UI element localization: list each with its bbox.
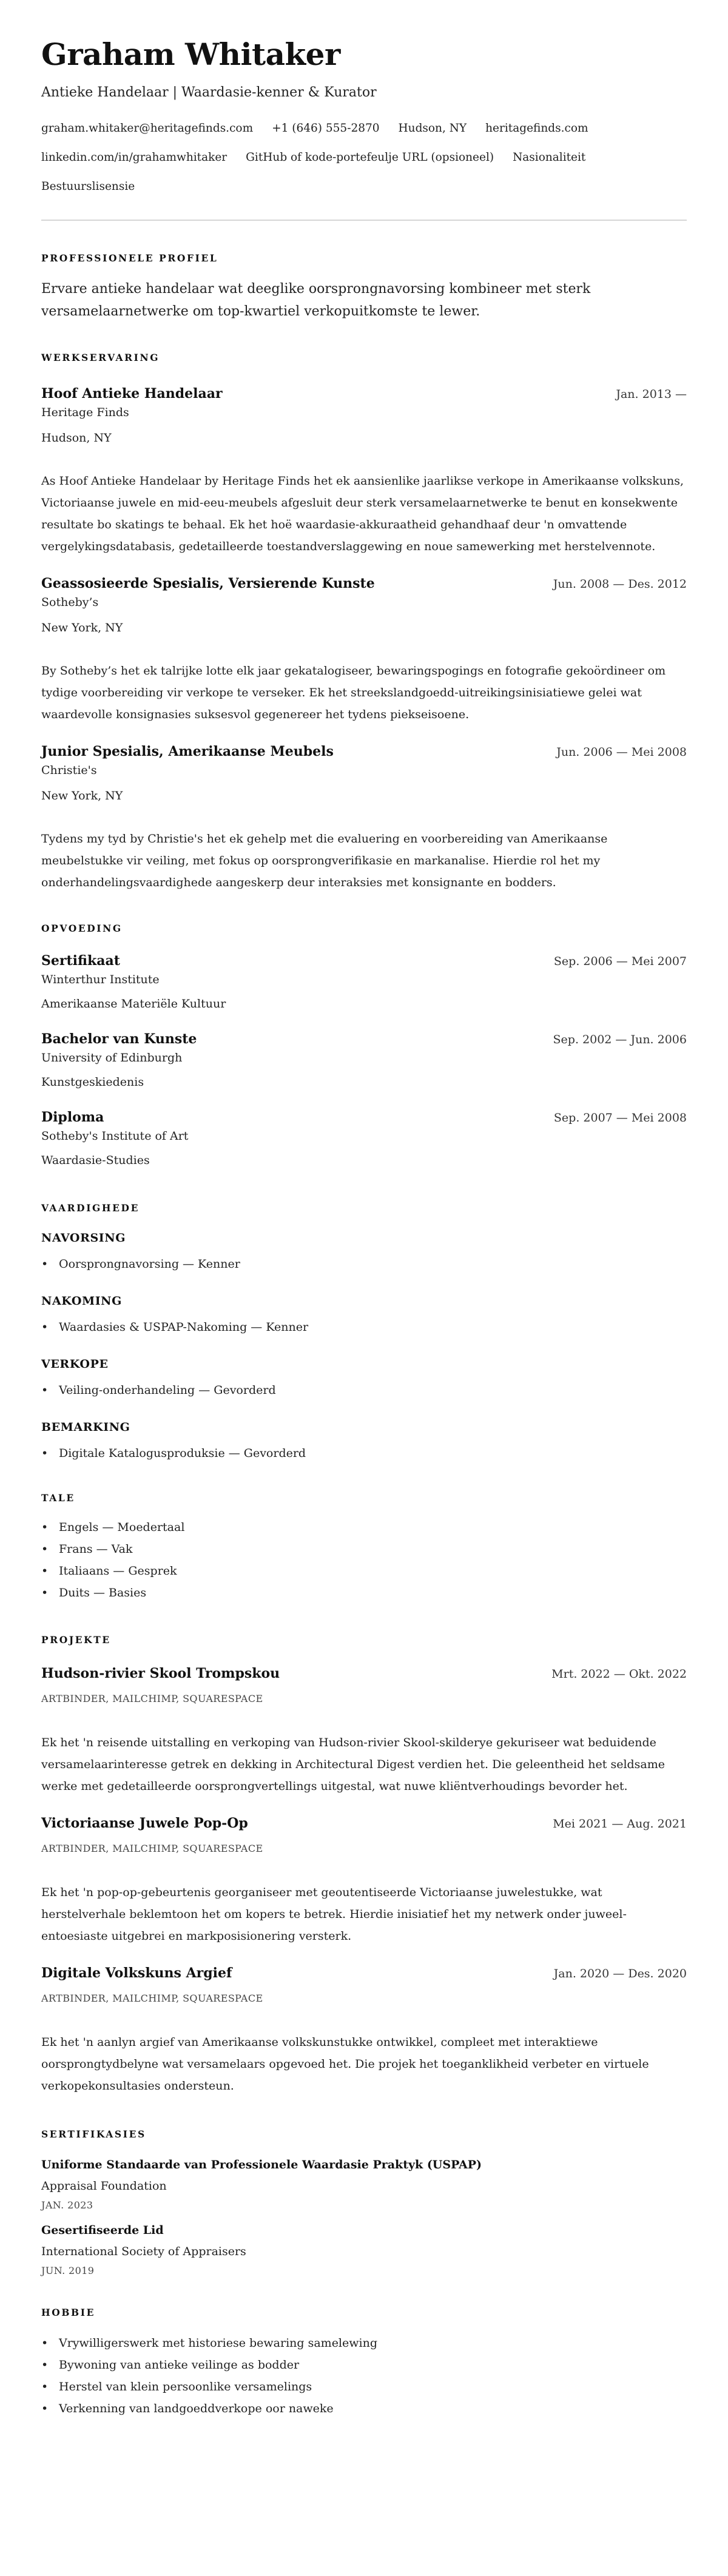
- experience-item: [41, 742, 687, 893]
- field-of-study: Amerikaanse Materiële Kultuur: [41, 997, 226, 1011]
- education-dates: Sep. 2002 — Jun. 2006: [553, 1033, 687, 1046]
- skill-item: • Digitale Katalogusproduksie — Gevorderd: [41, 1442, 687, 1464]
- skill-list: [41, 1442, 687, 1464]
- profile-summary: Ervare antieke handelaar wat deeglike oorsprongnavorsing kombineer met sterk versamelaarnetwerke om top-kwartiel verkopuitkomste te lewer.: [41, 281, 591, 319]
- languages-section: [41, 1492, 687, 1604]
- contact-location: Hudson, NY: [398, 122, 467, 135]
- project-dates: Mei 2021 — Aug. 2021: [553, 1817, 687, 1831]
- skill-list: [41, 1379, 687, 1401]
- school-name: University of Edinburgh: [41, 1051, 183, 1064]
- certification-list: [41, 2156, 687, 2278]
- candidate-name: Graham Whitaker: [41, 36, 340, 72]
- contact-phone[interactable]: +1 (646) 555-2870: [272, 122, 380, 135]
- skill-category: NAKOMING: [41, 1294, 122, 1308]
- certification-name: Uniforme Standaarde van Professionele Waardasie Praktyk (USPAP): [41, 2158, 482, 2171]
- hobby-item: • Vrywilligerswerk met historiese bewaring samelewing: [41, 2332, 687, 2354]
- job-company: Christie's: [41, 764, 97, 777]
- certification-date: JUN. 2019: [41, 2265, 95, 2276]
- project-list: [41, 1664, 687, 2097]
- hobby-item: • Bywoning van antieke veilinge as bodder: [41, 2354, 687, 2376]
- certifications-section: [41, 2128, 687, 2278]
- project-dates: Jan. 2020 — Des. 2020: [553, 1967, 687, 1980]
- education-dates: Sep. 2007 — Mei 2008: [553, 1111, 687, 1125]
- degree-title: Sertifikaat: [41, 953, 120, 969]
- job-company: Sotheby’s: [41, 596, 99, 609]
- experience-list: [41, 385, 687, 893]
- job-company: Heritage Finds: [41, 406, 129, 419]
- project-name: Victoriaanse Juwele Pop-Op: [41, 1815, 248, 1831]
- language-item: • Italiaans — Gesprek: [41, 1560, 687, 1582]
- language-item: • Frans — Vak: [41, 1538, 687, 1560]
- contact-list: [41, 114, 687, 201]
- project-item: [41, 1664, 687, 1797]
- contact-github[interactable]: GitHub of kode-portefeulje URL (opsioneel): [246, 151, 494, 164]
- project-description: Ek het 'n pop-op-gebeurtenis georganiseer met geoutentiseerde Victoriaanse juwelestukke, wat herstelverhale beklemtoon het om kopers te betrek. Hierdie inisiatief het my netwerk onder juweel-entoesiaste uitgebrei en markposisionering versterk.: [41, 1886, 627, 1943]
- project-tech-stack: ARTBINDER, MAILCHIMP, SQUARESPACE: [41, 1843, 263, 1854]
- language-list: [41, 1516, 687, 1604]
- contact-linkedin[interactable]: linkedin.com/in/grahamwhitaker: [41, 151, 228, 164]
- certification-item: [41, 2156, 687, 2212]
- skill-group: [41, 1356, 687, 1401]
- section-title-certifications: SERTIFIKASIES: [41, 2128, 146, 2140]
- experience-item: [41, 385, 687, 557]
- job-description: By Sotheby’s het ek talrijke lotte elk jaar gekatalogiseer, bewaringspogings en fotografie gekoördineer om tydige voorbereiding vir verkope te verseker. Ek het streekslandgoedd-uitreikingsinisiatiewe gelei wat waardevolle konsignasies suksesvol gegenereer het tydens piekseisoene.: [41, 664, 666, 721]
- job-title: Geassosieerde Spesialis, Versierende Kunste: [41, 576, 375, 591]
- project-description: Ek het 'n reisende uitstalling en verkoping van Hudson-rivier Skool-skilderye gekuriseer wat beduidende versamelaarinteresse getrek en dekking in Architectural Digest verdien het. Die geleentheid het seldsame werke met gedetailleerde oorsprongvertellings uitgestal, wat nuwe kliëntverhoudings bevorder het.: [41, 1736, 666, 1793]
- education-item: [41, 1030, 687, 1090]
- experience-item: [41, 574, 687, 725]
- language-item: • Duits — Basies: [41, 1582, 687, 1604]
- degree-title: Diploma: [41, 1109, 104, 1125]
- school-name: Sotheby's Institute of Art: [41, 1129, 189, 1143]
- job-dates: Jun. 2008 — Des. 2012: [553, 577, 687, 591]
- project-item: [41, 1814, 687, 1947]
- skill-list: [41, 1253, 687, 1275]
- skill-item: • Waardasies & USPAP-Nakoming — Kenner: [41, 1316, 687, 1338]
- project-dates: Mrt. 2022 — Okt. 2022: [551, 1667, 687, 1681]
- project-tech-stack: ARTBINDER, MAILCHIMP, SQUARESPACE: [41, 1693, 263, 1704]
- hobbies-section: [41, 2307, 687, 2420]
- project-name: Digitale Volkskuns Argief: [41, 1965, 232, 1981]
- contact-nationality: Nasionaliteit: [513, 151, 586, 164]
- education-item: [41, 1108, 687, 1168]
- project-tech-stack: ARTBINDER, MAILCHIMP, SQUARESPACE: [41, 1993, 263, 2004]
- field-of-study: Waardasie-Studies: [41, 1154, 150, 1167]
- section-title-skills: VAARDIGHEDE: [41, 1202, 140, 1214]
- job-description: Tydens my tyd by Christie's het ek gehelp met die evaluering en voorbereiding van Amerikaanse meubelstukke vir veiling, met fokus op oorsprongverifikasie en markanalise. Hierdie rol het my onderhandelingsvaardighede aangeskerp deur interaksies met konsignante en bodders.: [41, 832, 608, 889]
- skill-item: • Oorsprongnavorsing — Kenner: [41, 1253, 687, 1275]
- candidate-headline: Antieke Handelaar | Waardasie-kenner & Kurator: [41, 85, 377, 100]
- section-title-experience: WERKSERVARING: [41, 352, 160, 363]
- job-title: Hoof Antieke Handelaar: [41, 386, 223, 402]
- section-title-projects: PROJEKTE: [41, 1634, 111, 1646]
- job-description: As Hoof Antieke Handelaar by Heritage Finds het ek aansienlike jaarlikse verkope in Amerikaanse volkskuns, Victoriaanse juwele en mid-eeu-meubels afgesluit deur sterk versamelaarnetwerke te benut en konsekwente resultate bo skatings te behaal. Ek het hoë waardasie-akkuraatheid gehandhaaf deur 'n omvattende vergelykingsdatabasis, gedetailleerde toestandverslaggewing en noue samewerking met herstelvennote.: [41, 474, 684, 553]
- certification-issuer: International Society of Appraisers: [41, 2245, 246, 2258]
- project-name: Hudson-rivier Skool Trompskou: [41, 1666, 280, 1681]
- language-item: • Engels — Moedertaal: [41, 1516, 687, 1538]
- contact-email[interactable]: graham.whitaker@heritagefinds.com: [41, 122, 254, 135]
- skill-item: • Veiling-onderhandeling — Gevorderd: [41, 1379, 687, 1401]
- certification-item: [41, 2222, 687, 2278]
- job-title: Junior Spesialis, Amerikaanse Meubels: [41, 744, 334, 759]
- project-item: [41, 1964, 687, 2097]
- certification-issuer: Appraisal Foundation: [41, 2179, 167, 2193]
- education-section: [41, 923, 687, 1168]
- resume-header: [41, 36, 687, 221]
- projects-section: [41, 1634, 687, 2097]
- job-location: New York, NY: [41, 621, 123, 634]
- hobby-list: [41, 2332, 687, 2420]
- hobby-item: • Verkenning van landgoeddverkope oor naweke: [41, 2398, 687, 2420]
- job-location: New York, NY: [41, 789, 123, 802]
- skill-group: [41, 1230, 687, 1275]
- education-dates: Sep. 2006 — Mei 2007: [553, 955, 687, 968]
- skill-category: VERKOPE: [41, 1357, 109, 1371]
- degree-title: Bachelor van Kunste: [41, 1031, 197, 1047]
- field-of-study: Kunstgeskiedenis: [41, 1075, 144, 1089]
- certification-date: JAN. 2023: [41, 2199, 93, 2211]
- section-title-profile: PROFESSIONELE PROFIEL: [41, 252, 218, 264]
- skills-section: [41, 1202, 687, 1464]
- section-title-hobbies: HOBBIE: [41, 2307, 96, 2318]
- header-divider: [41, 220, 687, 221]
- skill-group: [41, 1293, 687, 1338]
- school-name: Winterthur Institute: [41, 973, 160, 986]
- profile-section: [41, 252, 687, 323]
- job-dates: Jan. 2013 —: [616, 388, 687, 401]
- skill-list: [41, 1316, 687, 1338]
- section-title-education: OPVOEDING: [41, 923, 123, 934]
- skill-category: BEMARKING: [41, 1421, 130, 1434]
- job-dates: Jun. 2006 — Mei 2008: [556, 745, 687, 759]
- education-item: [41, 952, 687, 1012]
- job-location: Hudson, NY: [41, 431, 112, 445]
- contact-website[interactable]: heritagefinds.com: [485, 122, 588, 135]
- contact-drivers-license: Bestuurslisensie: [41, 180, 135, 193]
- certification-name: Gesertifiseerde Lid: [41, 2224, 164, 2237]
- project-description: Ek het 'n aanlyn argief van Amerikaanse volkskunstukke ontwikkel, compleet met interaktiewe oorsprongtydbelyne wat versamelaars opgevoed het. Die projek het toeganklikheid verbeter en virtuele verkopekonsultasies ondersteun.: [41, 2036, 649, 2093]
- education-list: [41, 952, 687, 1168]
- experience-section: [41, 352, 687, 893]
- hobby-item: • Herstel van klein persoonlike versamelings: [41, 2376, 687, 2398]
- section-title-languages: TALE: [41, 1492, 75, 1504]
- skill-category: NAVORSING: [41, 1231, 126, 1245]
- skill-group: [41, 1419, 687, 1464]
